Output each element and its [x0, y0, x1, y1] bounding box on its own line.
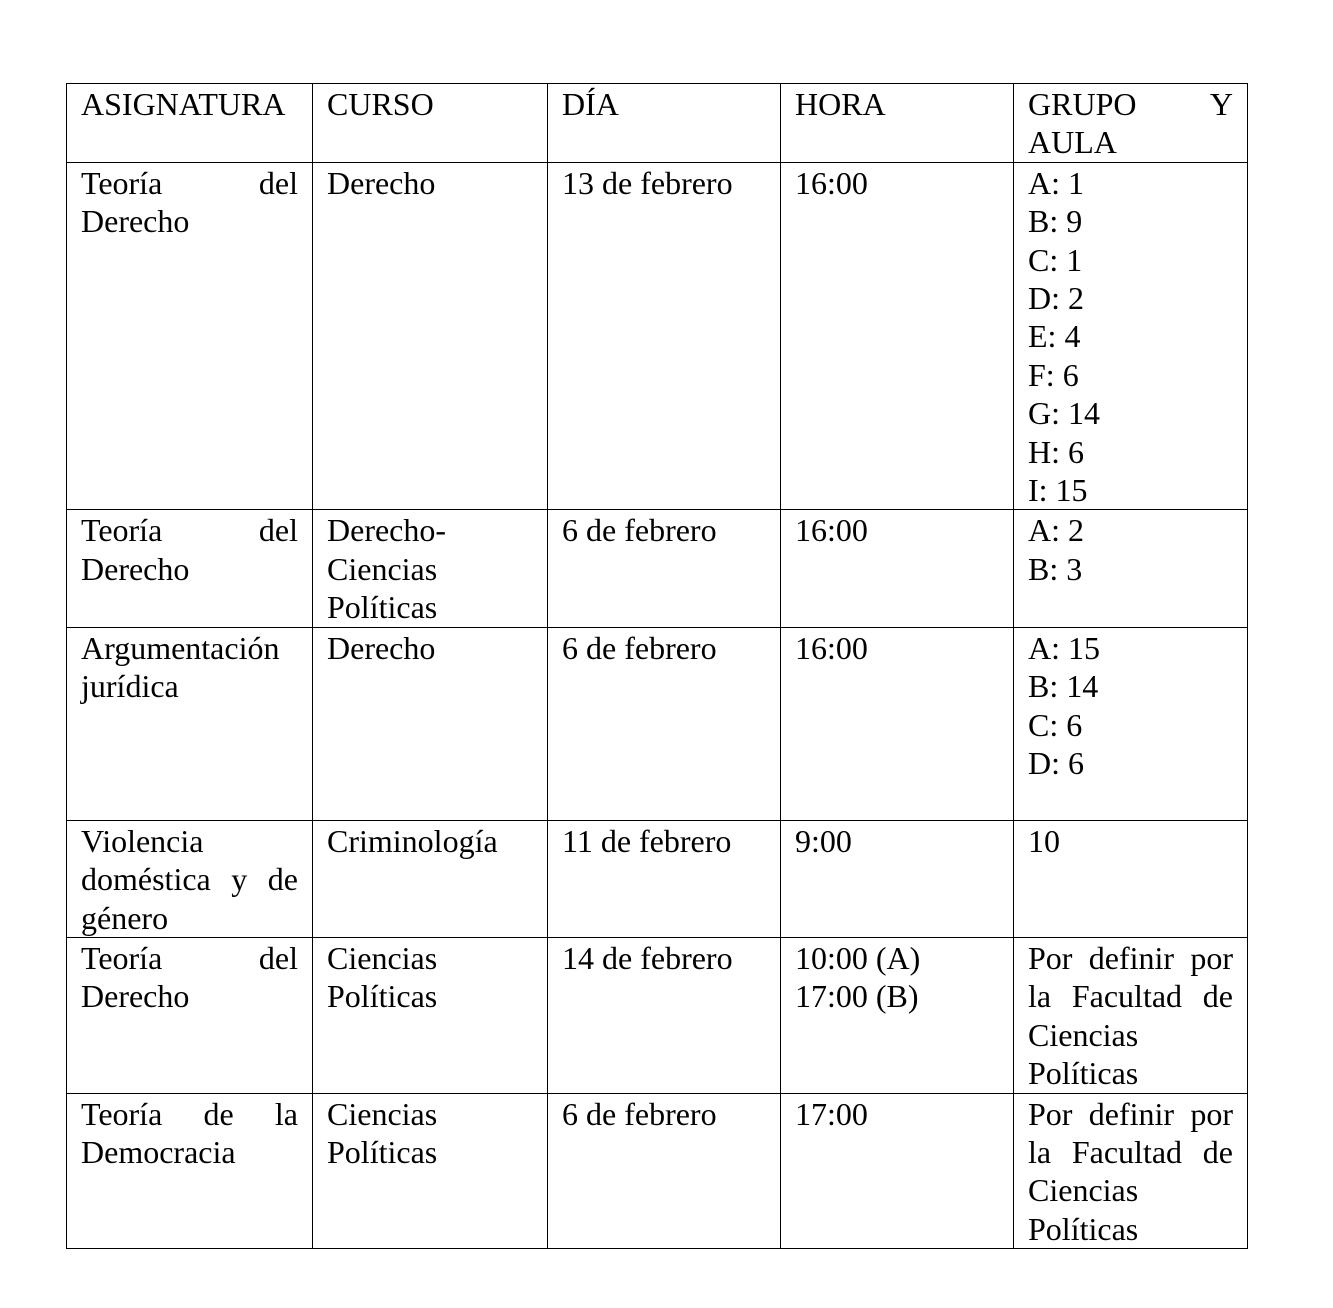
table-row — [67, 510, 1248, 627]
cell-asignatura: Argumentación jurídica — [67, 627, 313, 820]
cell-grupo-aula: A: 2 B: 3 — [1014, 510, 1248, 627]
header-grupo-aula: GRUPO Y AULA — [1014, 84, 1248, 163]
cell-curso: Derecho — [313, 162, 548, 510]
cell-dia: 6 de febrero — [548, 627, 781, 820]
cell-asignatura: Teoría de la Democracia — [67, 1093, 313, 1249]
table-row — [67, 1093, 1248, 1249]
table-row — [67, 937, 1248, 1093]
cell-asignatura: Teoría del Derecho — [67, 937, 313, 1093]
cell-hora: 10:00 (A) 17:00 (B) — [781, 937, 1014, 1093]
cell-curso: Ciencias Políticas — [313, 1093, 548, 1249]
table-row — [67, 820, 1248, 937]
exam-schedule-table — [66, 83, 1248, 1249]
cell-grupo-aula: A: 15 B: 14 C: 6 D: 6 — [1014, 627, 1248, 820]
cell-curso: Derecho — [313, 627, 548, 820]
header-asignatura: ASIGNATURA — [67, 84, 313, 163]
cell-dia: 13 de febrero — [548, 162, 781, 510]
table-header-row — [67, 84, 1248, 163]
cell-grupo-aula: 10 — [1014, 820, 1248, 937]
header-curso: CURSO — [313, 84, 548, 163]
cell-asignatura: Violencia doméstica y de género — [67, 820, 313, 937]
cell-hora: 17:00 — [781, 1093, 1014, 1249]
cell-dia: 14 de febrero — [548, 937, 781, 1093]
table-row — [67, 162, 1248, 510]
cell-grupo-aula: Por definir por la Facultad de Ciencias Políticas — [1014, 1093, 1248, 1249]
cell-curso: Criminología — [313, 820, 548, 937]
cell-asignatura: Teoría del Derecho — [67, 510, 313, 627]
cell-grupo-aula: Por definir por la Facultad de Ciencias Políticas — [1014, 937, 1248, 1093]
cell-dia: 6 de febrero — [548, 510, 781, 627]
header-dia: DÍA — [548, 84, 781, 163]
cell-grupo-aula: A: 1 B: 9 C: 1 D: 2 E: 4 F: 6 G: 14 H: 6 I: 15 — [1014, 162, 1248, 510]
header-hora: HORA — [781, 84, 1014, 163]
cell-hora: 16:00 — [781, 627, 1014, 820]
cell-hora: 9:00 — [781, 820, 1014, 937]
cell-dia: 11 de febrero — [548, 820, 781, 937]
cell-asignatura: Teoría del Derecho — [67, 162, 313, 510]
cell-curso: Ciencias Políticas — [313, 937, 548, 1093]
cell-curso: Derecho- Ciencias Políticas — [313, 510, 548, 627]
cell-dia: 6 de febrero — [548, 1093, 781, 1249]
cell-hora: 16:00 — [781, 510, 1014, 627]
cell-hora: 16:00 — [781, 162, 1014, 510]
table-row — [67, 627, 1248, 820]
